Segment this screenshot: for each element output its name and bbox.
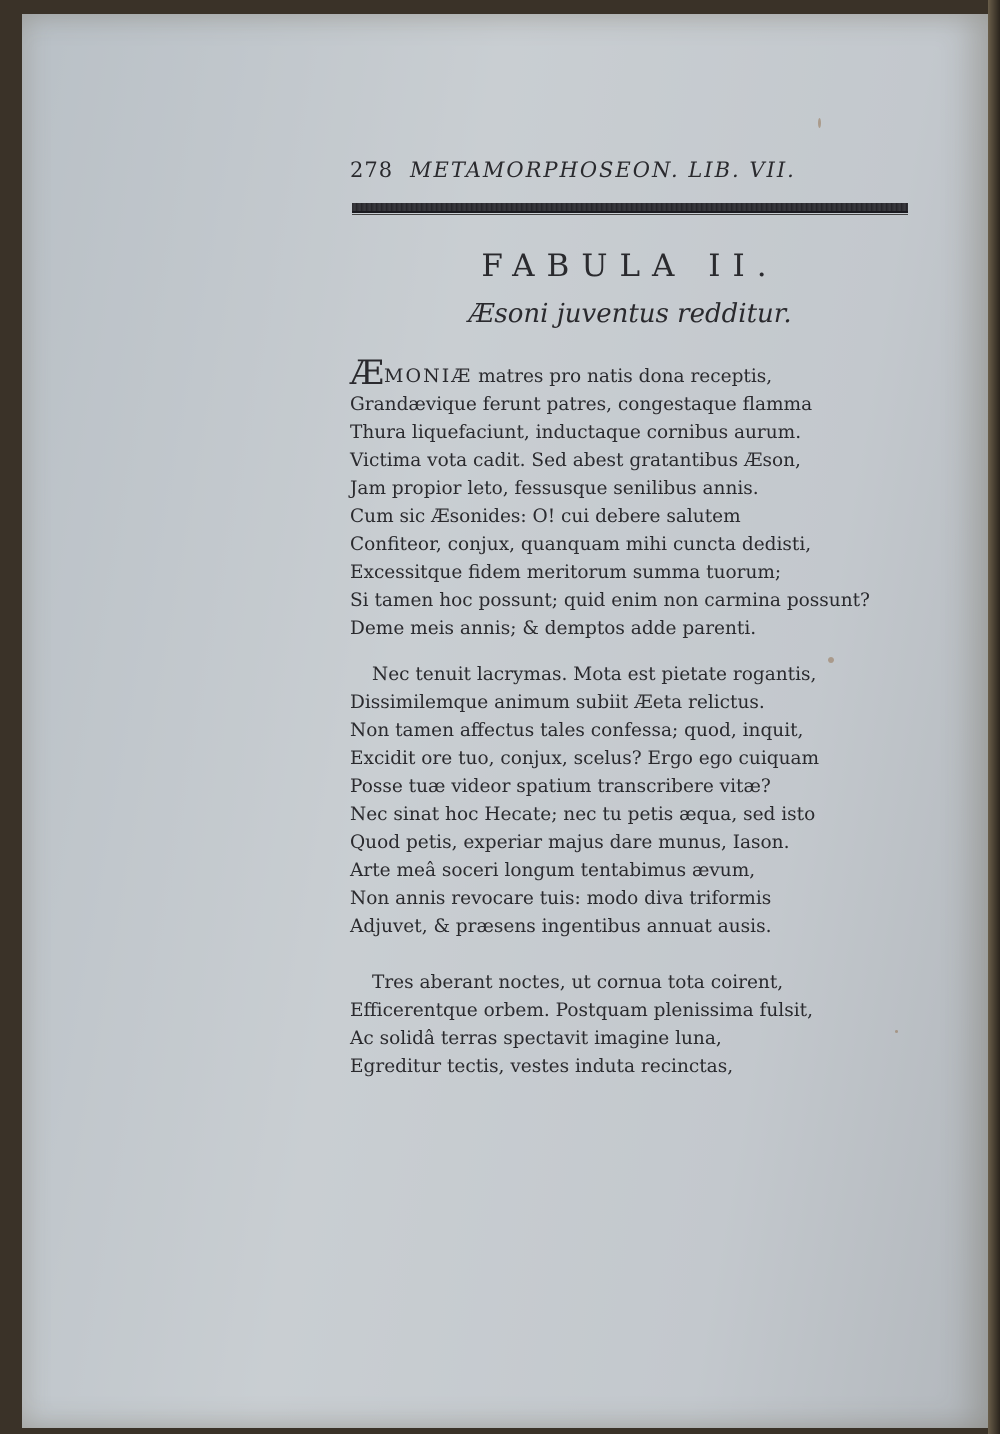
ornamental-rule [352, 203, 908, 213]
verse-line: Nec tenuit lacrymas. Mota est pietate rogantis, [372, 664, 817, 685]
thin-rule [352, 214, 908, 215]
fable-subtitle: Æsoni juventus redditur. [468, 299, 792, 329]
stanza-2 [350, 661, 910, 941]
verse-line: Quod petis, experiar majus dare munus, Iason. [350, 832, 790, 853]
verse-line: Nec sinat hoc Hecate; nec tu petis æqua, sed isto [350, 804, 816, 825]
paper-stain [818, 118, 821, 128]
verse-line: Egreditur tectis, vestes induta recinctas, [350, 1056, 734, 1077]
verse-line: Excessitque fidem meritorum summa tuorum; [350, 562, 782, 583]
verse-line: Dissimilemque animum subiit Æeta relictus. [350, 692, 765, 713]
verse-line: Deme meis annis; & demptos adde parenti. [350, 618, 757, 639]
initial-caps: MONIÆ [384, 365, 473, 387]
verse-line: Confiteor, conjux, quanquam mihi cuncta dedisti, [350, 534, 812, 555]
verse-line: Posse tuæ videor spatium transcribere vitæ? [350, 776, 771, 797]
page-number: 278 [350, 158, 394, 182]
verse-line: Thura liquefaciunt, inductaque cornibus aurum. [350, 422, 802, 443]
verse-line: Grandævique ferunt patres, congestaque flamma [350, 394, 813, 415]
verse-line: Efficerentque orbem. Postquam plenissima fulsit, [350, 1000, 813, 1021]
running-title: METAMORPHOSEON. LIB. VII. [410, 158, 796, 182]
verse-line-rest: matres pro natis dona receptis, [472, 366, 773, 387]
verse-line: Victima vota cadit. Sed abest gratantibus Æson, [350, 450, 801, 471]
verse-line: Excidit ore tuo, conjux, scelus? Ergo ego cuiquam [350, 748, 820, 769]
verse-line-first [350, 353, 910, 393]
stanza-1 [350, 353, 910, 643]
verse-line: Non tamen affectus tales confessa; quod, inquit, [350, 720, 804, 741]
verse-line: Ac solidâ terras spectavit imagine luna, [350, 1028, 722, 1049]
paper-stain [895, 1030, 898, 1033]
fable-title: FABULA II. [481, 248, 779, 284]
page-edge [988, 0, 1000, 1434]
verse-line: Si tamen hoc possunt; quid enim non carmina possunt? [350, 590, 870, 611]
verse-line: Arte meâ soceri longum tentabimus ævum, [350, 860, 756, 881]
running-head [350, 158, 910, 188]
verse-line: Adjuvet, & præsens ingentibus annuat ausis. [350, 916, 772, 937]
drop-initial: Æ [350, 353, 385, 393]
paper-stain [828, 657, 834, 663]
verse-line: Cum sic Æsonides: O! cui debere salutem [350, 506, 741, 527]
verse-line: Tres aberant noctes, ut cornua tota coirent, [372, 972, 784, 993]
verse-line: Non annis revocare tuis: modo diva triformis [350, 888, 772, 909]
stanza-3 [350, 969, 910, 1081]
verse-line: Jam propior leto, fessusque senilibus annis. [350, 478, 759, 499]
